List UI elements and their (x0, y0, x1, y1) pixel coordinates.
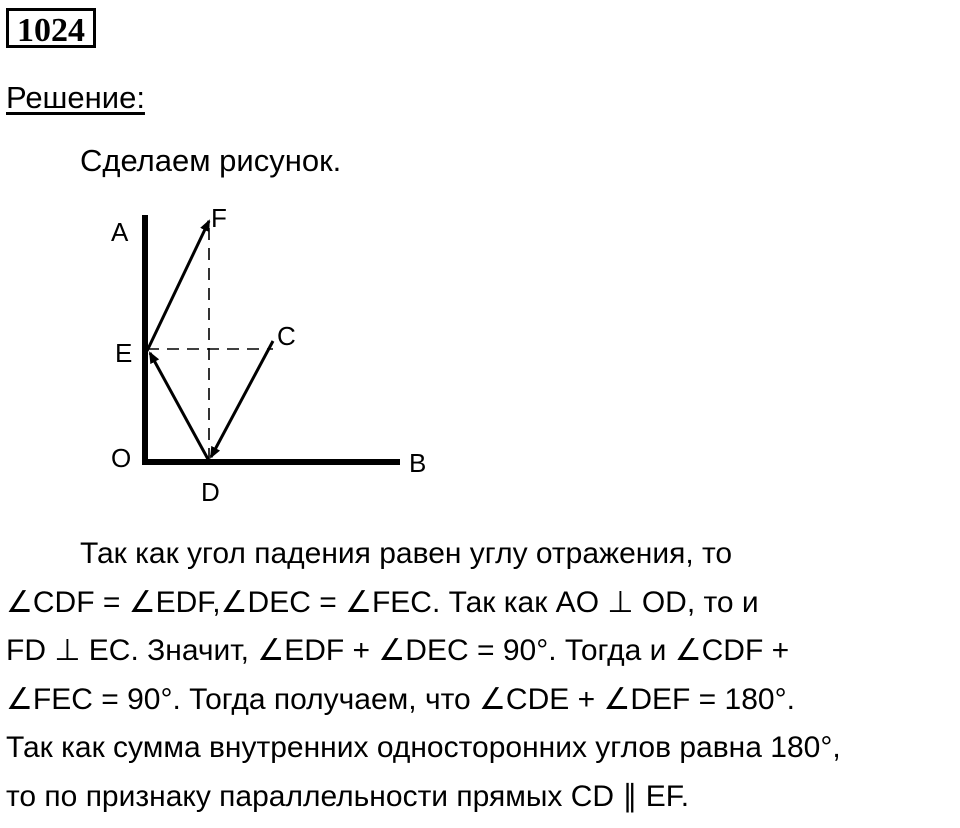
solution-label: Решение: (6, 80, 145, 115)
label-d: D (201, 477, 220, 507)
paragraph-line: FD ⊥ EC. Значит, ∠EDF + ∠DEC = 90°. Тогда и ∠CDF + (6, 634, 790, 668)
label-c: C (277, 321, 296, 351)
reflection-diagram (95, 195, 445, 515)
paragraph-line: Так как угол падения равен углу отражения, то (80, 537, 733, 570)
paragraph-line: Так как сумма внутренних односторонних углов равна 180°, (6, 731, 841, 765)
paragraph-line: ∠CDF = ∠EDF,∠DEC = ∠FEC. Так как AO ⊥ OD, то и (6, 585, 759, 619)
paragraph-line: ∠FEC = 90°. Тогда получаем, что ∠CDE + ∠DEF = 180°. (6, 682, 795, 716)
label-f: F (211, 203, 227, 233)
label-b: B (409, 448, 427, 478)
ray-de (150, 353, 209, 461)
problem-number: 1024 (6, 8, 96, 48)
label-a: A (111, 217, 129, 247)
label-e: E (115, 338, 133, 368)
label-o: O (111, 443, 132, 473)
intro-text: Сделаем рисунок. (80, 143, 342, 178)
paragraph-line: то по признаку параллельности прямых CD ∥ EF. (6, 779, 690, 813)
solution-paragraph (6, 530, 956, 822)
ray-ef (147, 221, 209, 351)
ray-cd (211, 341, 273, 457)
